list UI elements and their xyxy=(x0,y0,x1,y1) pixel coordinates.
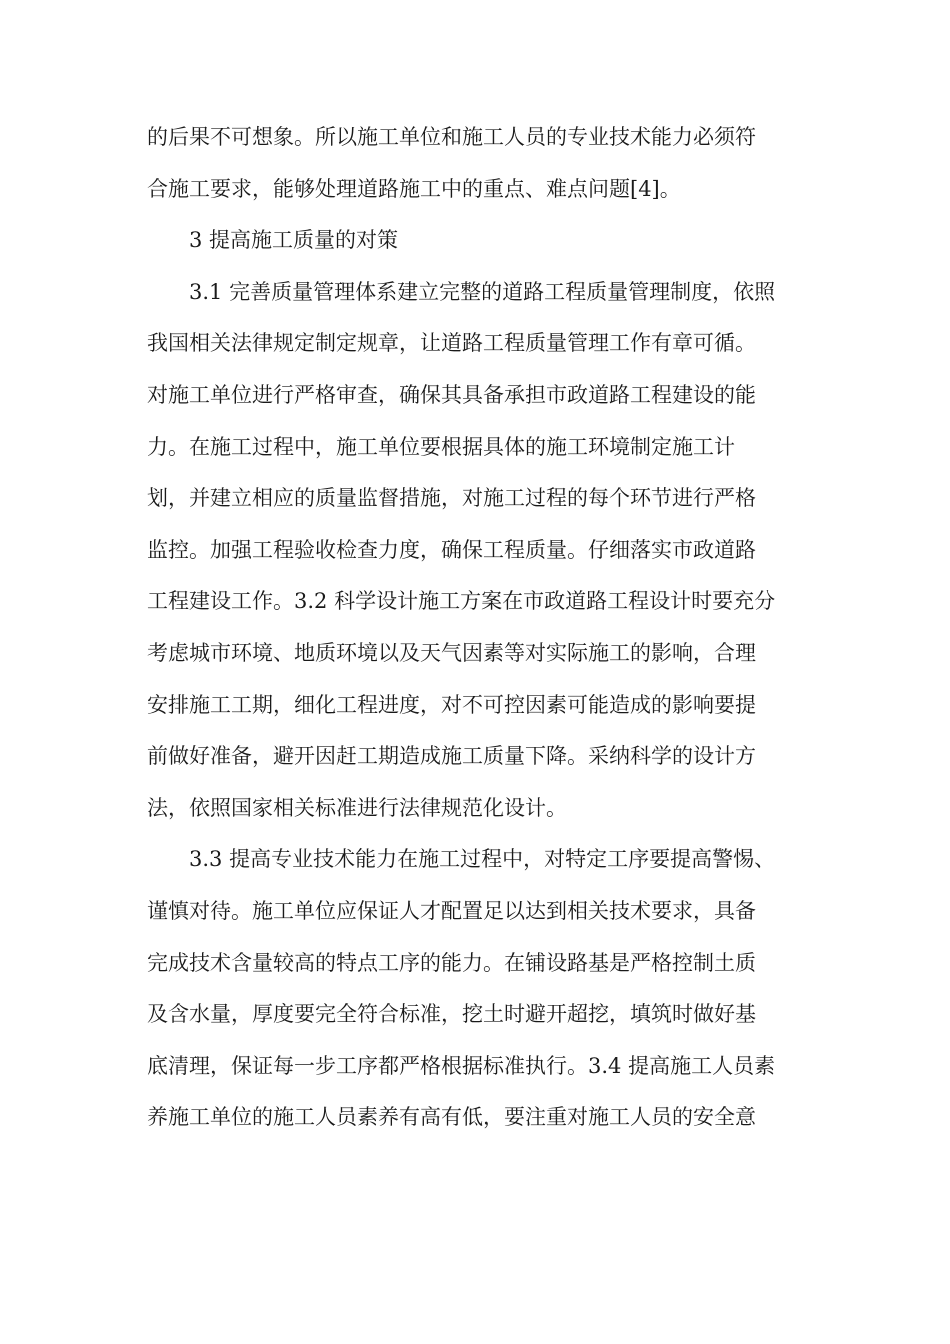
text-line: 法，依照国家相关标准进行法律规范化设计。 xyxy=(147,795,567,820)
text-line: 安排施工工期，细化工程进度，对不可控因素可能造成的影响要提 xyxy=(147,692,756,717)
text-line: 完成技术含量较高的特点工序的能力。在铺设路基是严格控制土质 xyxy=(147,950,756,975)
text-line: 前做好准备，避开因赶工期造成施工质量下降。采纳科学的设计方 xyxy=(147,744,756,769)
text-line: 对施工单位进行严格审查，确保其具备承担市政道路工程建设的能 xyxy=(147,382,756,407)
text-line: 工程建设工作。3.2 科学设计施工方案在市政道路工程设计时要充分 xyxy=(147,589,776,614)
text-line: 我国相关法律规定制定规章，让道路工程质量管理工作有章可循。 xyxy=(147,331,756,356)
text-line: 及含水量，厚度要完全符合标准，挖土时避开超挖，填筑时做好基 xyxy=(147,1002,756,1027)
body-text xyxy=(147,112,807,1144)
text-line: 监控。加强工程验收检查力度，确保工程质量。仔细落实市政道路 xyxy=(147,537,756,562)
section-heading: 3 提高施工质量的对策 xyxy=(189,228,399,253)
text-line: 的后果不可想象。所以施工单位和施工人员的专业技术能力必须符 xyxy=(147,125,756,149)
text-line: 养施工单位的施工人员素养有高有低，要注重对施工人员的安全意 xyxy=(147,1105,756,1130)
text-line: 3.3 提高专业技术能力在施工过程中，对特定工序要提高警惕、 xyxy=(189,847,776,872)
text-line: 3.1 完善质量管理体系建立完整的道路工程质量管理制度，依照 xyxy=(189,279,776,304)
text-line: 考虑城市环境、地质环境以及天气因素等对实际施工的影响，合理 xyxy=(147,640,756,665)
text-line: 谨慎对待。施工单位应保证人才配置足以达到相关技术要求，具备 xyxy=(147,898,756,923)
text-line: 底清理，保证每一步工序都严格根据标准执行。3.4 提高施工人员素 xyxy=(147,1053,776,1078)
text-line: 划，并建立相应的质量监督措施，对施工过程的每个环节进行严格 xyxy=(147,486,756,511)
text-line: 合施工要求，能够处理道路施工中的重点、难点问题[4]。 xyxy=(147,176,681,201)
text-line: 力。在施工过程中，施工单位要根据具体的施工环境制定施工计 xyxy=(147,434,735,459)
